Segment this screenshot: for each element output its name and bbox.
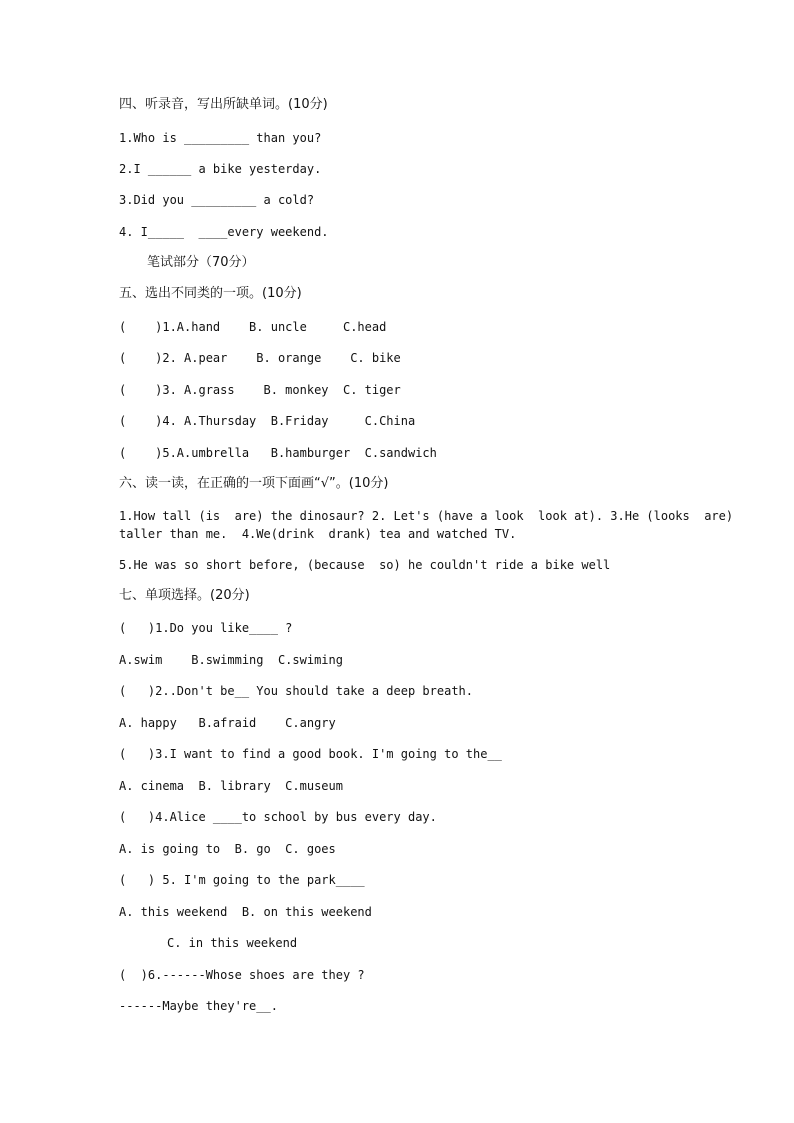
sec6-line-1: 1.How tall (is are) the dinosaur? 2. Let's (have a look look at). 3.He (looks are) [119, 509, 734, 523]
sec4-item-3: 3.Did you _________ a cold? [119, 193, 315, 207]
section-5-title: 五、选出不同类的一项。(10分) [119, 286, 302, 301]
sec4-item-2: 2.I ______ a bike yesterday. [119, 162, 322, 176]
sec6-line-3: 5.He was so short before, (because so) he couldn't ride a bike well [119, 558, 611, 572]
sec7-q1: ( )1.Do you like____ ? [119, 621, 293, 635]
sec7-q2: ( )2..Don't be__ You should take a deep breath. [119, 684, 474, 698]
section-6-title: 六、读一读，在正确的一项下面画“√”。(10分) [119, 476, 389, 491]
section-4-title: 四、听录音，写出所缺单词。(10分) [119, 97, 328, 112]
sec7-q4-options: A. is going to B. go C. goes [119, 842, 336, 856]
section-7-title: 七、单项选择。(20分) [119, 588, 250, 603]
sec4-item-1: 1.Who is _________ than you? [119, 131, 322, 145]
sec5-item-2: ( )2. A.pear B. orange C. bike [119, 351, 401, 365]
sec5-item-5: ( )5.A.umbrella B.hamburger C.sandwich [119, 446, 437, 460]
sec5-item-3: ( )3. A.grass B. monkey C. tiger [119, 383, 401, 397]
sec7-q6-answer: ------Maybe they're__. [119, 999, 278, 1013]
sec7-q6: ( )6.------Whose shoes are they ? [119, 968, 365, 982]
sec4-item-4: 4. I_____ ____every weekend. [119, 225, 329, 239]
sec6-line-2: taller than me. 4.We(drink drank) tea and watched TV. [119, 527, 517, 541]
sec7-q5: ( ) 5. I'm going to the park____ [119, 873, 365, 887]
sec7-q2-options: A. happy B.afraid C.angry [119, 716, 336, 730]
written-part-title: 笔试部分（70分） [147, 255, 255, 270]
sec7-q1-options: A.swim B.swimming C.swiming [119, 653, 343, 667]
sec7-q4: ( )4.Alice ____to school by bus every day. [119, 810, 437, 824]
sec7-q3-options: A. cinema B. library C.museum [119, 779, 343, 793]
sec7-q3: ( )3.I want to find a good book. I'm going to the__ [119, 747, 502, 761]
sec5-item-1: ( )1.A.hand B. uncle C.head [119, 320, 387, 334]
sec7-q5-options: A. this weekend B. on this weekend [119, 905, 372, 919]
sec5-item-4: ( )4. A.Thursday B.Friday C.China [119, 414, 416, 428]
sec7-q5-option-c: C. in this weekend [167, 936, 298, 950]
